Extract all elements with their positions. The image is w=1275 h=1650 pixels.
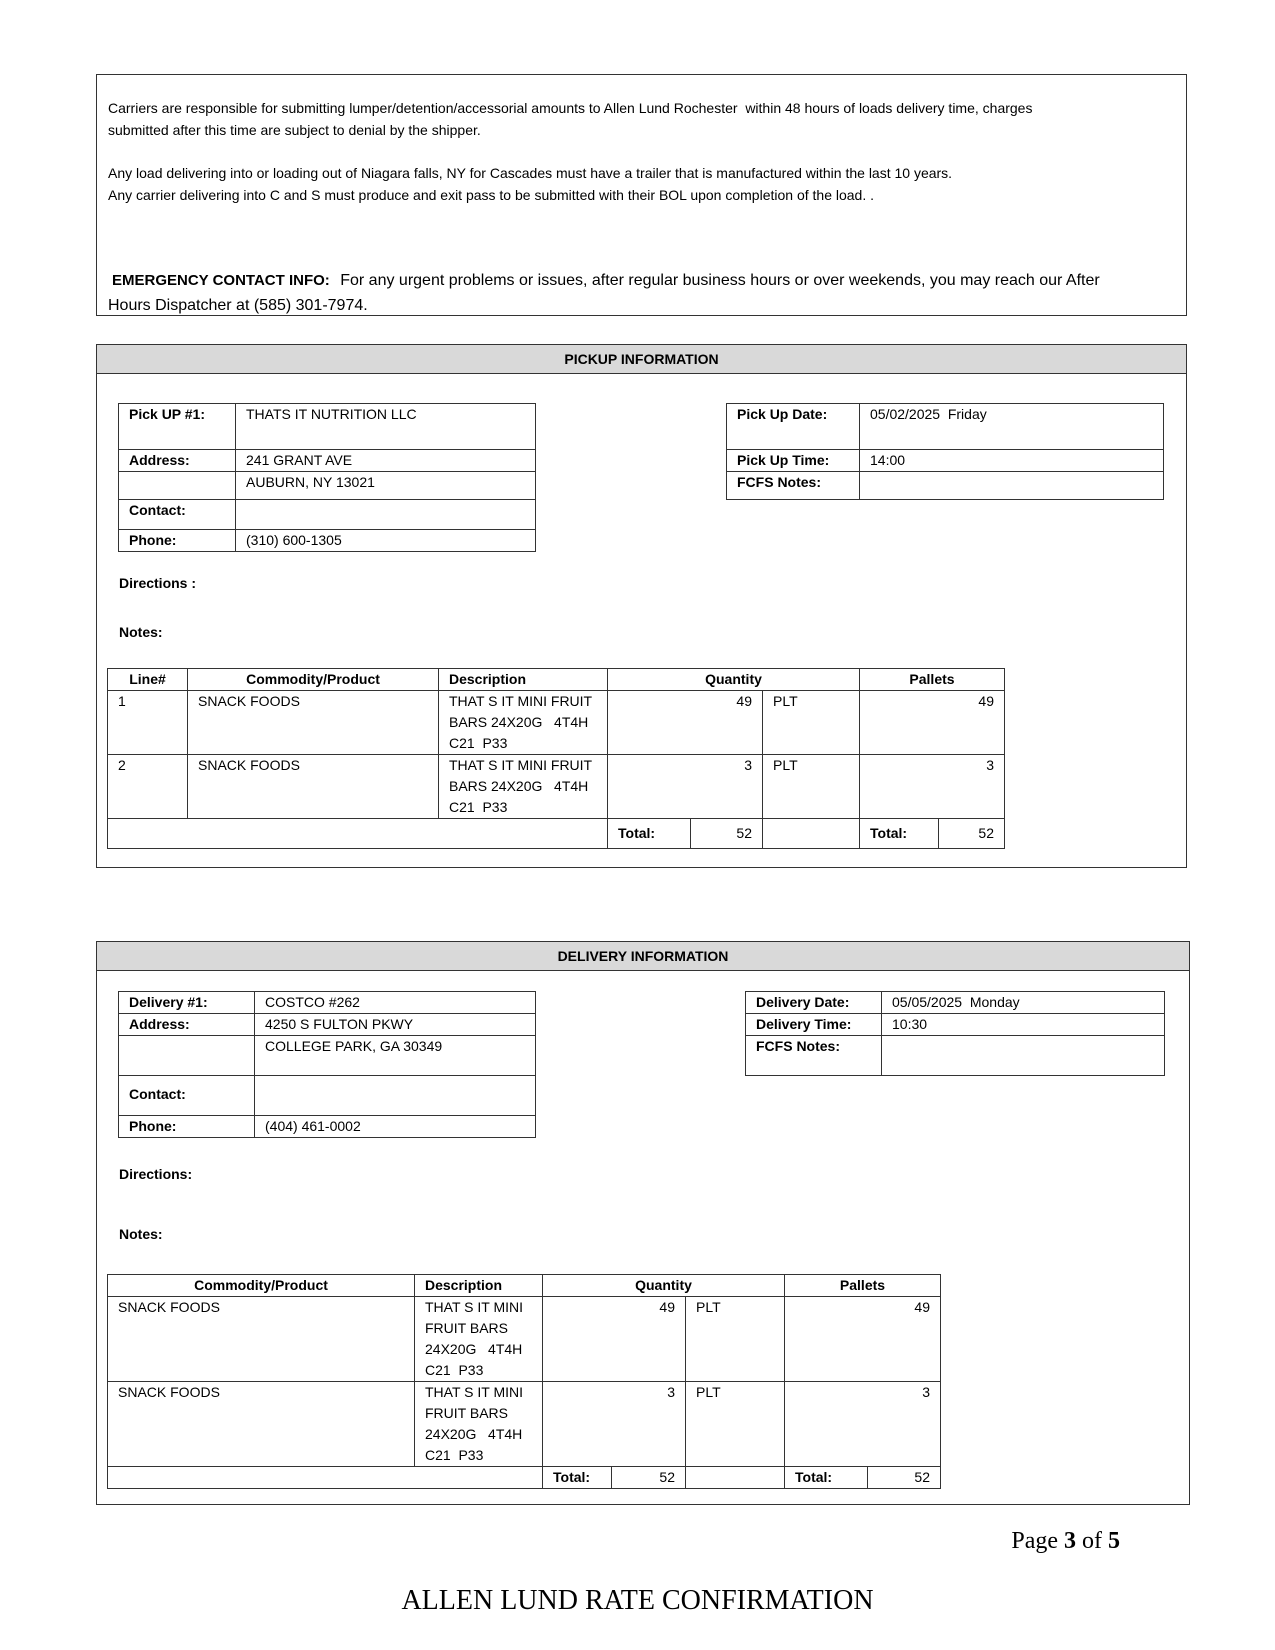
delivery-row-2-description — [415, 1382, 543, 1467]
delivery-contact-value — [255, 1076, 536, 1116]
delivery-col-quantity: Quantity — [543, 1275, 785, 1297]
delivery-total-spacer — [108, 1467, 543, 1489]
pickup-col-commodity: Commodity/Product — [188, 669, 439, 691]
delivery-time-label: Delivery Time: — [746, 1014, 882, 1036]
delivery-total-pallets-label: Total: — [785, 1467, 868, 1489]
pickup-total-pallets-label: Total: — [860, 819, 939, 849]
pickup-header: PICKUP INFORMATION — [97, 345, 1186, 374]
delivery-row-2-desc-4: C21 P33 — [425, 1447, 484, 1463]
pickup-row-2-commodity: SNACK FOODS — [188, 755, 439, 819]
notice-line-3: Any load delivering into or loading out of Niagara falls, NY for Cascades must have a trailer that is manufactured within the last 10 years. — [108, 165, 953, 181]
delivery-row-2-pallets: 3 — [785, 1382, 941, 1467]
table-row — [108, 755, 1005, 819]
delivery-total-pallets: 52 — [868, 1467, 941, 1489]
delivery-schedule-table — [745, 991, 1165, 1076]
page-total: 5 — [1108, 1528, 1120, 1554]
delivery-address-blank — [119, 1036, 255, 1076]
delivery-total-qty-label: Total: — [543, 1467, 612, 1489]
pickup-row-1-desc-3: C21 P33 — [449, 735, 508, 751]
pickup-row-2-pallets: 3 — [860, 755, 1005, 819]
page-number — [1011, 1528, 1120, 1555]
emergency-text-2: Hours Dispatcher at (585) 301-7974. — [108, 297, 368, 314]
pickup-row-2-desc-2: BARS 24X20G 4T4H — [449, 778, 589, 794]
table-row — [108, 1382, 941, 1467]
emergency-text-1: For any urgent problems or issues, after regular business hours or over weekends, you may reach our After — [340, 272, 1100, 289]
delivery-fcfs-value — [882, 1036, 1165, 1076]
pickup-row-2-qty: 3 — [608, 755, 763, 819]
delivery-col-commodity: Commodity/Product — [108, 1275, 415, 1297]
pickup-date-value: 05/02/2025 Friday — [860, 404, 1164, 450]
delivery-phone-value: (404) 461-0002 — [255, 1116, 536, 1138]
pickup-contact-value — [236, 500, 536, 530]
pickup-col-pallets: Pallets — [860, 669, 1005, 691]
delivery-total-qty: 52 — [612, 1467, 686, 1489]
delivery-number-label: Delivery #1: — [119, 992, 255, 1014]
pickup-total-qty-label: Total: — [608, 819, 691, 849]
delivery-phone-label: Phone: — [119, 1116, 255, 1138]
delivery-row-2-unit: PLT — [686, 1382, 785, 1467]
pickup-row-1-unit: PLT — [763, 691, 860, 755]
page-of: of — [1076, 1528, 1108, 1554]
delivery-location-table — [118, 991, 536, 1138]
pickup-address-line-1: 241 GRANT AVE — [236, 450, 536, 472]
delivery-row-1-commodity: SNACK FOODS — [108, 1297, 415, 1382]
page-prefix: Page — [1011, 1528, 1064, 1554]
table-row — [108, 691, 1005, 755]
pickup-schedule-table — [726, 403, 1164, 500]
pickup-row-1-desc-1: THAT S IT MINI FRUIT — [449, 693, 593, 709]
delivery-section — [96, 941, 1190, 1505]
notice-line-4: Any carrier delivering into C and S must produce and exit pass to be submitted with their BOL upon completion of the load. . — [108, 187, 875, 203]
pickup-phone-value: (310) 600-1305 — [236, 530, 536, 552]
pickup-items-table — [107, 668, 1005, 849]
delivery-row-1-desc-2: FRUIT BARS — [425, 1320, 508, 1336]
delivery-row-1-desc-1: THAT S IT MINI — [425, 1299, 524, 1315]
pickup-fcfs-label: FCFS Notes: — [727, 472, 860, 500]
delivery-row-1-desc-4: C21 P33 — [425, 1362, 484, 1378]
pickup-phone-label: Phone: — [119, 530, 236, 552]
pickup-company: THATS IT NUTRITION LLC — [236, 404, 536, 450]
pickup-col-description: Description — [439, 669, 608, 691]
delivery-row-1-desc-3: 24X20G 4T4H — [425, 1341, 523, 1357]
notice-line-1: Carriers are responsible for submitting lumper/detention/accessorial amounts to Allen Lund Rochester within 48 hours of loads delivery time, charges — [108, 100, 1033, 116]
pickup-row-2-desc-3: C21 P33 — [449, 799, 508, 815]
pickup-total-pallets: 52 — [939, 819, 1005, 849]
pickup-location-table — [118, 403, 536, 552]
delivery-time-value: 10:30 — [882, 1014, 1165, 1036]
pickup-notes-label: Notes: — [119, 624, 163, 640]
pickup-row-2-description — [439, 755, 608, 819]
pickup-col-line: Line# — [108, 669, 188, 691]
emergency-label: EMERGENCY CONTACT INFO: — [112, 272, 330, 289]
delivery-address-label: Address: — [119, 1014, 255, 1036]
notice-line-2: submitted after this time are subject to denial by the shipper. — [108, 122, 481, 138]
delivery-company: COSTCO #262 — [255, 992, 536, 1014]
pickup-time-label: Pick Up Time: — [727, 450, 860, 472]
pickup-row-1-pallets: 49 — [860, 691, 1005, 755]
pickup-row-2-unit: PLT — [763, 755, 860, 819]
delivery-total-unit-blank — [686, 1467, 785, 1489]
pickup-number-label: Pick UP #1: — [119, 404, 236, 450]
delivery-header: DELIVERY INFORMATION — [97, 942, 1189, 971]
delivery-row-2-commodity: SNACK FOODS — [108, 1382, 415, 1467]
delivery-date-value: 05/05/2025 Monday — [882, 992, 1165, 1014]
delivery-row-2-desc-1: THAT S IT MINI — [425, 1384, 524, 1400]
pickup-row-1-desc-2: BARS 24X20G 4T4H — [449, 714, 589, 730]
pickup-fcfs-value — [860, 472, 1164, 500]
pickup-address-label: Address: — [119, 450, 236, 472]
emergency-contact — [108, 268, 1100, 293]
pickup-row-1-commodity: SNACK FOODS — [188, 691, 439, 755]
pickup-time-value: 14:00 — [860, 450, 1164, 472]
delivery-items-table — [107, 1274, 941, 1489]
pickup-row-2-desc-1: THAT S IT MINI FRUIT — [449, 757, 593, 773]
page-current: 3 — [1064, 1528, 1076, 1554]
delivery-fcfs-label: FCFS Notes: — [746, 1036, 882, 1076]
pickup-address-line-2: AUBURN, NY 13021 — [236, 472, 536, 500]
delivery-row-1-description — [415, 1297, 543, 1382]
pickup-total-spacer — [108, 819, 608, 849]
pickup-date-label: Pick Up Date: — [727, 404, 860, 450]
pickup-row-1-description — [439, 691, 608, 755]
delivery-row-2-desc-2: FRUIT BARS — [425, 1405, 508, 1421]
pickup-contact-label: Contact: — [119, 500, 236, 530]
delivery-row-1-pallets: 49 — [785, 1297, 941, 1382]
delivery-row-1-qty: 49 — [543, 1297, 686, 1382]
delivery-notes-label: Notes: — [119, 1226, 163, 1242]
delivery-contact-label: Contact: — [119, 1076, 255, 1116]
delivery-col-description: Description — [415, 1275, 543, 1297]
delivery-row-2-qty: 3 — [543, 1382, 686, 1467]
pickup-directions-label: Directions : — [119, 575, 197, 591]
pickup-section — [96, 344, 1187, 868]
delivery-directions-label: Directions: — [119, 1166, 193, 1182]
delivery-col-pallets: Pallets — [785, 1275, 941, 1297]
pickup-row-2-line: 2 — [108, 755, 188, 819]
pickup-row-1-qty: 49 — [608, 691, 763, 755]
delivery-address-line-1: 4250 S FULTON PKWY — [255, 1014, 536, 1036]
delivery-row-2-desc-3: 24X20G 4T4H — [425, 1426, 523, 1442]
pickup-row-1-line: 1 — [108, 691, 188, 755]
document-title: ALLEN LUND RATE CONFIRMATION — [401, 1585, 874, 1616]
table-row — [108, 1297, 941, 1382]
pickup-col-quantity: Quantity — [608, 669, 860, 691]
delivery-row-1-unit: PLT — [686, 1297, 785, 1382]
notice-box — [96, 74, 1187, 316]
pickup-total-qty: 52 — [691, 819, 763, 849]
pickup-address-blank — [119, 472, 236, 500]
delivery-date-label: Delivery Date: — [746, 992, 882, 1014]
delivery-address-line-2: COLLEGE PARK, GA 30349 — [255, 1036, 536, 1076]
pickup-total-unit-blank — [763, 819, 860, 849]
